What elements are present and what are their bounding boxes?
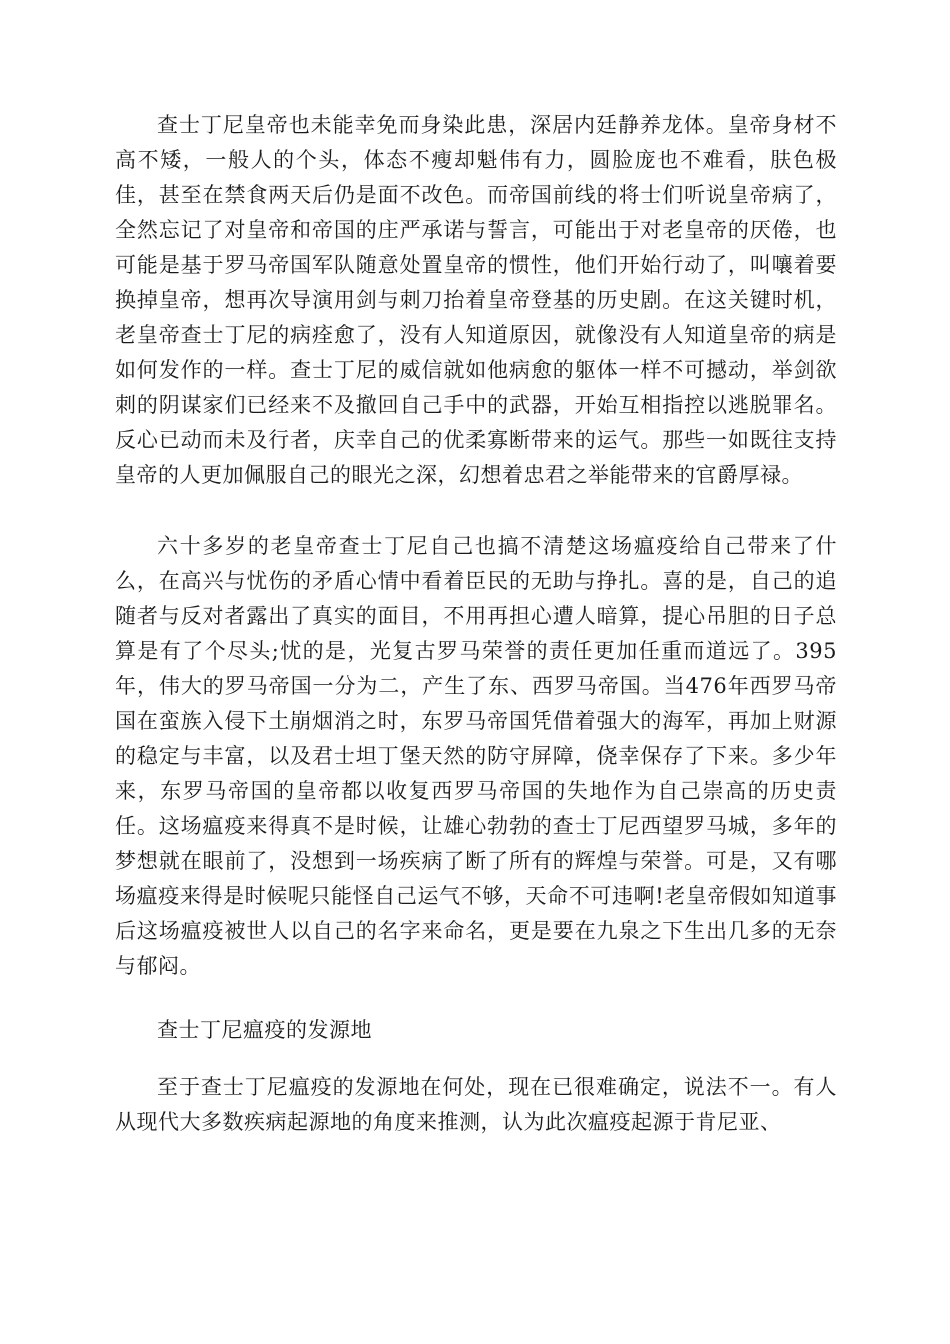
paragraph-plague-origin: 至于查士丁尼瘟疫的发源地在何处，现在已很难确定，说法不一。有人从现代大多数疾病起源地的角度来推测，认为此次瘟疫起源于肯尼亚、 <box>115 1075 837 1134</box>
section-heading-plague-origin: 查士丁尼瘟疫的发源地 <box>157 1018 372 1042</box>
paragraph-justinian-illness: 查士丁尼皇帝也未能幸免而身染此患，深居内廷静养龙体。皇帝身材不高不矮，一般人的个头，体态不瘦却魁伟有力，圆脸庞也不难看，肤色极佳，甚至在禁食两天后仍是面不改色。而帝国前线的将士们听说皇帝病了，全然忘记了对皇帝和帝国的庄严承诺与誓言，可能出于对老皇帝的厌倦，也可能是基于罗马帝国军队随意处置皇帝的惯性，他们开始行动了，叫嚷着要换掉皇帝，想再次导演用剑与刺刀抬着皇帝登基的历史剧。在这关键时机，老皇帝查士丁尼的病痊愈了，没有人知道原因，就像没有人知道皇帝的病是如何发作的一样。查士丁尼的威信就如他病愈的躯体一样不可撼动，举剑欲刺的阴谋家们已经来不及撤回自己手中的武器，开始互相指控以逃脱罪名。反心已动而未及行者，庆幸自己的优柔寡断带来的运气。那些一如既往支持皇帝的人更加佩服自己的眼光之深，幻想着忠君之举能带来的官爵厚禄。 <box>115 113 837 487</box>
paragraph-old-emperor-feelings: 六十多岁的老皇帝查士丁尼自己也搞不清楚这场瘟疫给自己带来了什么，在高兴与忧伤的矛盾心情中看着臣民的无助与挣扎。喜的是，自己的追随者与反对者露出了真实的面目，不用再担心遭人暗算，提心吊胆的日子总算是有了个尽头;忧的是，光复古罗马荣誉的责任更加任重而道远了。395年，伟大的罗马帝国一分为二，产生了东、西罗马帝国。当476年西罗马帝国在蛮族入侵下土崩烟消之时，东罗马帝国凭借着强大的海军，再加上财源的稳定与丰富，以及君士坦丁堡天然的防守屏障，侥幸保存了下来。多少年来，东罗马帝国的皇帝都以收复西罗马帝国的失地作为自己崇高的历史责任。这场瘟疫来得真不是时候，让雄心勃勃的查士丁尼西望罗马城，多年的梦想就在眼前了，没想到一场疾病了断了所有的辉煌与荣誉。可是，又有哪场瘟疫来得是时候呢只能怪自己运气不够，天命不可违啊!老皇帝假如知道事后这场瘟疫被世人以自己的名字来命名，更是要在九泉之下生出几多的无奈与郁闷。 <box>115 534 837 978</box>
document-page <box>115 108 837 1140</box>
